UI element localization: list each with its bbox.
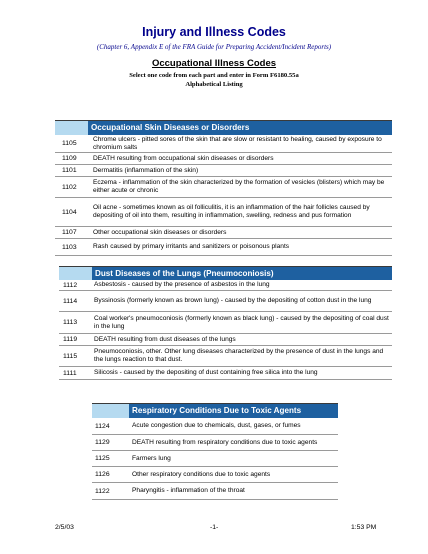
table-row [55, 227, 392, 239]
footer-page-number: -1- [210, 524, 219, 531]
illness-description: Oil acne - sometimes known as oil folliculitis, it is an inflammation of the hair follicles caused by depositing of oil into them, resulting in inflammation, swelling, redness and pus formation [93, 204, 370, 219]
category-title: Occupational Skin Diseases or Disorders [88, 121, 392, 135]
table-dust-diseases [59, 266, 392, 380]
illness-description: Asbestosis - caused by the presence of asbestos in the lung [94, 281, 270, 288]
illness-description: Eczema - inflammation of the skin characterized by the formation of vesicles (blisters) which may be either acute or chronic [93, 179, 385, 194]
listing-label: Alphabetical Listing [185, 81, 243, 88]
illness-description: DEATH resulting from dust diseases of the lungs [94, 335, 236, 343]
category-title: Respiratory Conditions Due to Toxic Agents [129, 404, 338, 418]
document-subtitle: (Chapter 6, Appendix E of the FRA Guide for Preparing Accident/Incident Reports) [96, 43, 332, 51]
table-row [55, 177, 392, 198]
illness-description: Byssinosis (formerly known as brown lung) - caused by the depositing of cotton dust in the lung [94, 297, 372, 304]
illness-description: Dermatitis (inflammation of the skin) [93, 166, 199, 174]
table-row [92, 435, 338, 451]
illness-code: 1115 [63, 352, 78, 360]
table-skin-diseases [55, 120, 392, 256]
illness-code: 1114 [63, 297, 78, 305]
table-row [55, 239, 392, 256]
illness-code: 1122 [95, 487, 110, 495]
table-respiratory-conditions [92, 403, 338, 500]
illness-code: 1111 [63, 369, 77, 377]
footer-time: 1:53 PM [351, 524, 377, 531]
illness-description: Coal worker's pneumoconiosis (formerly known as black lung) - caused by the depositing of coal dust in the lung [94, 314, 389, 330]
table-row [59, 312, 392, 334]
illness-code: 1102 [62, 183, 77, 191]
illness-description: Rash caused by primary irritants and sanitizers or poisonous plants [93, 243, 290, 250]
illness-description: Chrome ulcers - pitted sores of the skin that are slow or resistant to healing, caused by exposure to chromium salts [93, 135, 382, 151]
table-row [92, 467, 338, 483]
illness-code: 1124 [95, 422, 110, 430]
table-row [55, 153, 392, 165]
category-header [59, 266, 392, 280]
section-title: Occupational Illness Codes [151, 58, 277, 69]
illness-description: DEATH resulting from occupational skin diseases or disorders [93, 154, 274, 162]
illness-description: Silicosis - caused by the depositing of dust containing free silica into the lung [94, 369, 318, 376]
table-row [59, 367, 392, 380]
document-title: Injury and Illness Codes [142, 25, 286, 39]
footer-date: 2/5/03 [55, 524, 74, 531]
table-row [59, 334, 392, 346]
table-row [59, 291, 392, 312]
table-row [92, 418, 338, 435]
illness-description: Acute congestion due to chemicals, dust, gases, or fumes [132, 422, 301, 429]
illness-description: Pharyngitis - inflammation of the throat [132, 487, 245, 494]
illness-code: 1125 [95, 455, 110, 462]
illness-description: Other respiratory conditions due to toxic agents [132, 470, 271, 478]
table-row [55, 135, 392, 153]
category-header [92, 403, 338, 418]
category-title: Dust Diseases of the Lungs (Pneumoconiosis) [92, 267, 392, 280]
illness-code: 1109 [62, 155, 77, 162]
instruction-text: Select one code from each part and enter in Form F6180.55a [129, 72, 299, 79]
table-row [59, 280, 392, 291]
illness-code: 1107 [62, 229, 77, 236]
illness-description: Other occupational skin diseases or disorders [93, 228, 227, 236]
illness-description: Pneumoconiosis, other. Other lung diseases characterized by the presence of dust in the lungs and the lungs reaction to that dust. [94, 348, 384, 363]
illness-code: 1112 [63, 281, 78, 289]
illness-code: 1129 [95, 439, 110, 446]
illness-code: 1105 [62, 140, 77, 147]
illness-code: 1126 [95, 471, 110, 478]
illness-code: 1113 [63, 319, 78, 326]
table-row [59, 346, 392, 367]
illness-code: 1101 [62, 167, 77, 174]
category-header [55, 120, 392, 135]
illness-code: 1103 [62, 243, 77, 251]
table-row [92, 451, 338, 467]
illness-description: Farmers lung [132, 454, 171, 462]
table-row [55, 198, 392, 227]
illness-code: 1104 [62, 208, 77, 216]
table-row [55, 165, 392, 177]
illness-code: 1119 [63, 336, 78, 343]
illness-description: DEATH resulting from respiratory conditions due to toxic agents [132, 438, 318, 446]
table-row [92, 483, 338, 500]
